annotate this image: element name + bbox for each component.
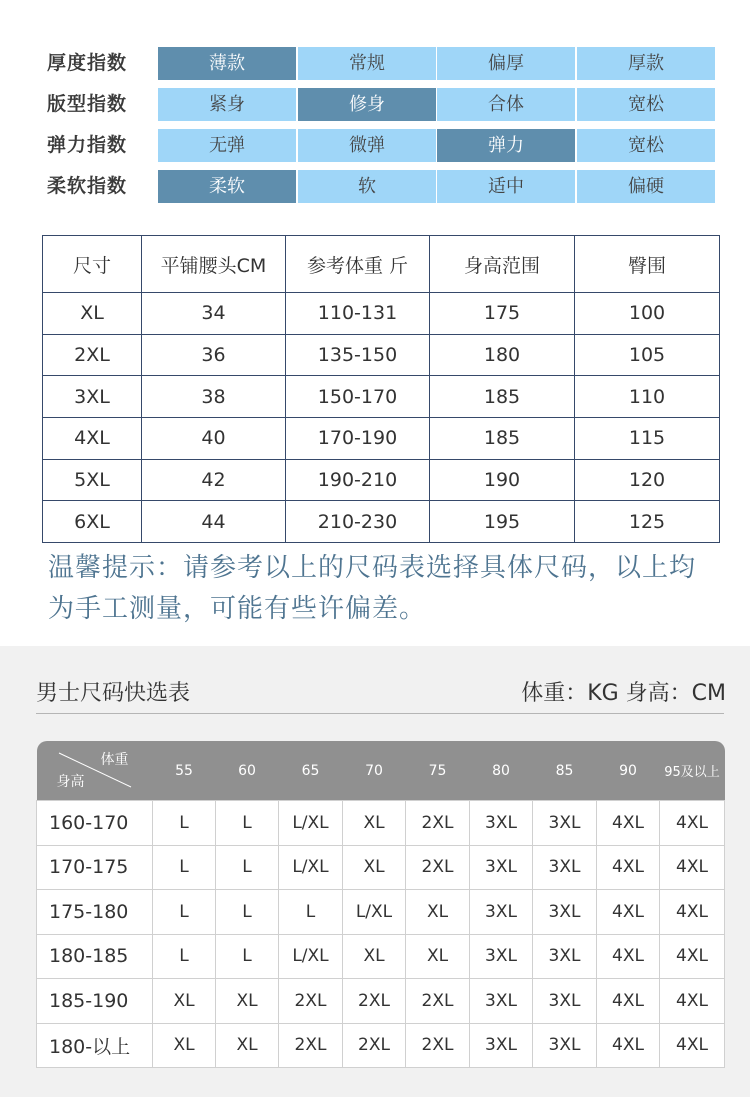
table-row bbox=[43, 418, 720, 460]
size-cell: 4XL bbox=[597, 979, 660, 1024]
size-table bbox=[42, 235, 720, 543]
size-cell: L/XL bbox=[279, 801, 343, 846]
height-range-cell: 180-185 bbox=[37, 934, 153, 979]
table-row bbox=[43, 376, 720, 418]
table-row bbox=[37, 1023, 725, 1068]
size-cell: XL bbox=[153, 979, 216, 1024]
weight-header: 75 bbox=[406, 741, 470, 801]
size-cell: 4XL bbox=[660, 934, 725, 979]
header-weight: 参考体重 斤 bbox=[286, 236, 430, 293]
size-cell: 4XL bbox=[660, 1023, 725, 1068]
corner-header bbox=[37, 741, 153, 801]
table-cell: 110-131 bbox=[286, 293, 430, 335]
index-row bbox=[0, 129, 750, 162]
size-cell: 3XL bbox=[470, 979, 533, 1024]
table-row bbox=[43, 459, 720, 501]
table-cell: 135-150 bbox=[286, 334, 430, 376]
size-cell: 4XL bbox=[660, 845, 725, 890]
index-label: 厚度指数 bbox=[47, 52, 128, 74]
quick-select-units: 体重：KG 身高：CM bbox=[521, 681, 726, 706]
table-cell: 36 bbox=[142, 334, 286, 376]
size-cell: L bbox=[153, 890, 216, 935]
size-cell: 3XL bbox=[470, 845, 533, 890]
size-cell: L bbox=[216, 934, 279, 979]
table-row bbox=[43, 501, 720, 543]
index-option: 宽松 bbox=[577, 129, 715, 162]
size-cell: 3XL bbox=[470, 934, 533, 979]
size-cell: XL bbox=[343, 845, 406, 890]
table-cell: 185 bbox=[430, 418, 575, 460]
table-row bbox=[43, 334, 720, 376]
size-cell: L bbox=[153, 801, 216, 846]
size-cell: L bbox=[153, 845, 216, 890]
weight-header: 55 bbox=[153, 741, 216, 801]
table-cell: 185 bbox=[430, 376, 575, 418]
table-cell: 34 bbox=[142, 293, 286, 335]
quick-table-header-row bbox=[37, 741, 725, 801]
header-size: 尺寸 bbox=[43, 236, 142, 293]
corner-weight-label: 体重 bbox=[100, 752, 129, 768]
table-cell: 3XL bbox=[43, 376, 142, 418]
size-cell: 2XL bbox=[406, 801, 470, 846]
size-cell: L bbox=[216, 801, 279, 846]
index-label: 弹力指数 bbox=[47, 134, 128, 156]
table-cell: 190 bbox=[430, 459, 575, 501]
size-cell: 4XL bbox=[597, 934, 660, 979]
index-option: 紧身 bbox=[158, 88, 296, 121]
size-cell: L bbox=[216, 890, 279, 935]
size-cell: 2XL bbox=[279, 1023, 343, 1068]
size-cell: L bbox=[279, 890, 343, 935]
table-cell: 4XL bbox=[43, 418, 142, 460]
size-cell: 3XL bbox=[470, 890, 533, 935]
weight-header: 65 bbox=[279, 741, 343, 801]
size-cell: L bbox=[153, 934, 216, 979]
size-cell: XL bbox=[343, 801, 406, 846]
index-option: 常规 bbox=[298, 47, 436, 80]
index-option: 无弹 bbox=[158, 129, 296, 162]
size-cell: L bbox=[216, 845, 279, 890]
size-cell: 4XL bbox=[660, 979, 725, 1024]
index-option-selected: 修身 bbox=[298, 88, 436, 121]
size-cell: 3XL bbox=[533, 979, 597, 1024]
size-cell: 3XL bbox=[533, 934, 597, 979]
size-cell: L/XL bbox=[279, 934, 343, 979]
index-label: 版型指数 bbox=[47, 93, 128, 115]
height-range-cell: 170-175 bbox=[37, 845, 153, 890]
index-option: 偏厚 bbox=[437, 47, 575, 80]
weight-header: 95及以上 bbox=[660, 741, 725, 801]
index-option: 宽松 bbox=[577, 88, 715, 121]
size-cell: 3XL bbox=[533, 890, 597, 935]
height-range-cell: 160-170 bbox=[37, 801, 153, 846]
size-cell: 4XL bbox=[597, 845, 660, 890]
size-cell: 3XL bbox=[470, 801, 533, 846]
table-cell: 210-230 bbox=[286, 501, 430, 543]
table-cell: 170-190 bbox=[286, 418, 430, 460]
size-cell: 3XL bbox=[470, 1023, 533, 1068]
index-option: 合体 bbox=[437, 88, 575, 121]
size-cell: 2XL bbox=[406, 1023, 470, 1068]
divider bbox=[36, 713, 724, 714]
index-option-selected: 薄款 bbox=[158, 47, 296, 80]
table-cell: 44 bbox=[142, 501, 286, 543]
table-cell: 42 bbox=[142, 459, 286, 501]
size-cell: 3XL bbox=[533, 1023, 597, 1068]
index-row bbox=[0, 47, 750, 80]
size-cell: 2XL bbox=[406, 845, 470, 890]
table-row bbox=[43, 293, 720, 335]
diagonal-divider bbox=[37, 741, 153, 800]
height-range-cell: 185-190 bbox=[37, 979, 153, 1024]
table-cell: 38 bbox=[142, 376, 286, 418]
table-row bbox=[37, 801, 725, 846]
weight-header: 60 bbox=[216, 741, 279, 801]
table-cell: 5XL bbox=[43, 459, 142, 501]
size-cell: 4XL bbox=[597, 1023, 660, 1068]
size-cell: XL bbox=[216, 979, 279, 1024]
table-cell: 175 bbox=[430, 293, 575, 335]
weight-header: 85 bbox=[533, 741, 597, 801]
size-cell: 2XL bbox=[343, 1023, 406, 1068]
size-cell: 4XL bbox=[597, 801, 660, 846]
size-cell: 2XL bbox=[343, 979, 406, 1024]
size-cell: L/XL bbox=[279, 845, 343, 890]
size-table-header-row bbox=[43, 236, 720, 293]
table-cell: 105 bbox=[575, 334, 720, 376]
size-cell: 4XL bbox=[597, 890, 660, 935]
table-cell: 115 bbox=[575, 418, 720, 460]
index-row bbox=[0, 170, 750, 203]
table-cell: 6XL bbox=[43, 501, 142, 543]
table-cell: XL bbox=[43, 293, 142, 335]
table-cell: 40 bbox=[142, 418, 286, 460]
size-cell: 2XL bbox=[279, 979, 343, 1024]
table-row bbox=[37, 979, 725, 1024]
table-cell: 195 bbox=[430, 501, 575, 543]
height-range-cell: 180-以上 bbox=[37, 1023, 153, 1068]
header-hip: 臀围 bbox=[575, 236, 720, 293]
table-cell: 120 bbox=[575, 459, 720, 501]
size-cell: 4XL bbox=[660, 890, 725, 935]
table-row bbox=[37, 934, 725, 979]
index-option: 适中 bbox=[437, 170, 575, 203]
quick-select-table bbox=[36, 741, 725, 1068]
size-cell: 3XL bbox=[533, 801, 597, 846]
table-cell: 150-170 bbox=[286, 376, 430, 418]
size-cell: XL bbox=[153, 1023, 216, 1068]
size-cell: 3XL bbox=[533, 845, 597, 890]
size-cell: 4XL bbox=[660, 801, 725, 846]
size-cell: XL bbox=[406, 934, 470, 979]
table-cell: 2XL bbox=[43, 334, 142, 376]
weight-header: 70 bbox=[343, 741, 406, 801]
height-range-cell: 175-180 bbox=[37, 890, 153, 935]
index-option: 微弹 bbox=[298, 129, 436, 162]
table-cell: 125 bbox=[575, 501, 720, 543]
size-cell: L/XL bbox=[343, 890, 406, 935]
size-cell: XL bbox=[216, 1023, 279, 1068]
table-cell: 100 bbox=[575, 293, 720, 335]
quick-select-section bbox=[0, 646, 750, 1097]
table-cell: 190-210 bbox=[286, 459, 430, 501]
quick-select-title: 男士尺码快选表 bbox=[36, 681, 191, 706]
size-cell: XL bbox=[406, 890, 470, 935]
weight-header: 90 bbox=[597, 741, 660, 801]
weight-header: 80 bbox=[470, 741, 533, 801]
index-option: 偏硬 bbox=[577, 170, 715, 203]
index-option: 厚款 bbox=[577, 47, 715, 80]
index-row bbox=[0, 88, 750, 121]
index-option: 软 bbox=[298, 170, 436, 203]
index-option-selected: 柔软 bbox=[158, 170, 296, 203]
header-height-range: 身高范围 bbox=[430, 236, 575, 293]
index-option-selected: 弹力 bbox=[437, 129, 575, 162]
size-tip: 温馨提示：请参考以上的尺码表选择具体尺码，以上均为手工测量，可能有些许偏差。 bbox=[48, 553, 697, 624]
size-cell: XL bbox=[343, 934, 406, 979]
table-row bbox=[37, 890, 725, 935]
corner-height-label: 身高 bbox=[56, 774, 85, 790]
table-cell: 110 bbox=[575, 376, 720, 418]
index-label: 柔软指数 bbox=[47, 175, 128, 197]
size-cell: 2XL bbox=[406, 979, 470, 1024]
table-row bbox=[37, 845, 725, 890]
table-cell: 180 bbox=[430, 334, 575, 376]
header-waist: 平铺腰头CM bbox=[142, 236, 286, 293]
